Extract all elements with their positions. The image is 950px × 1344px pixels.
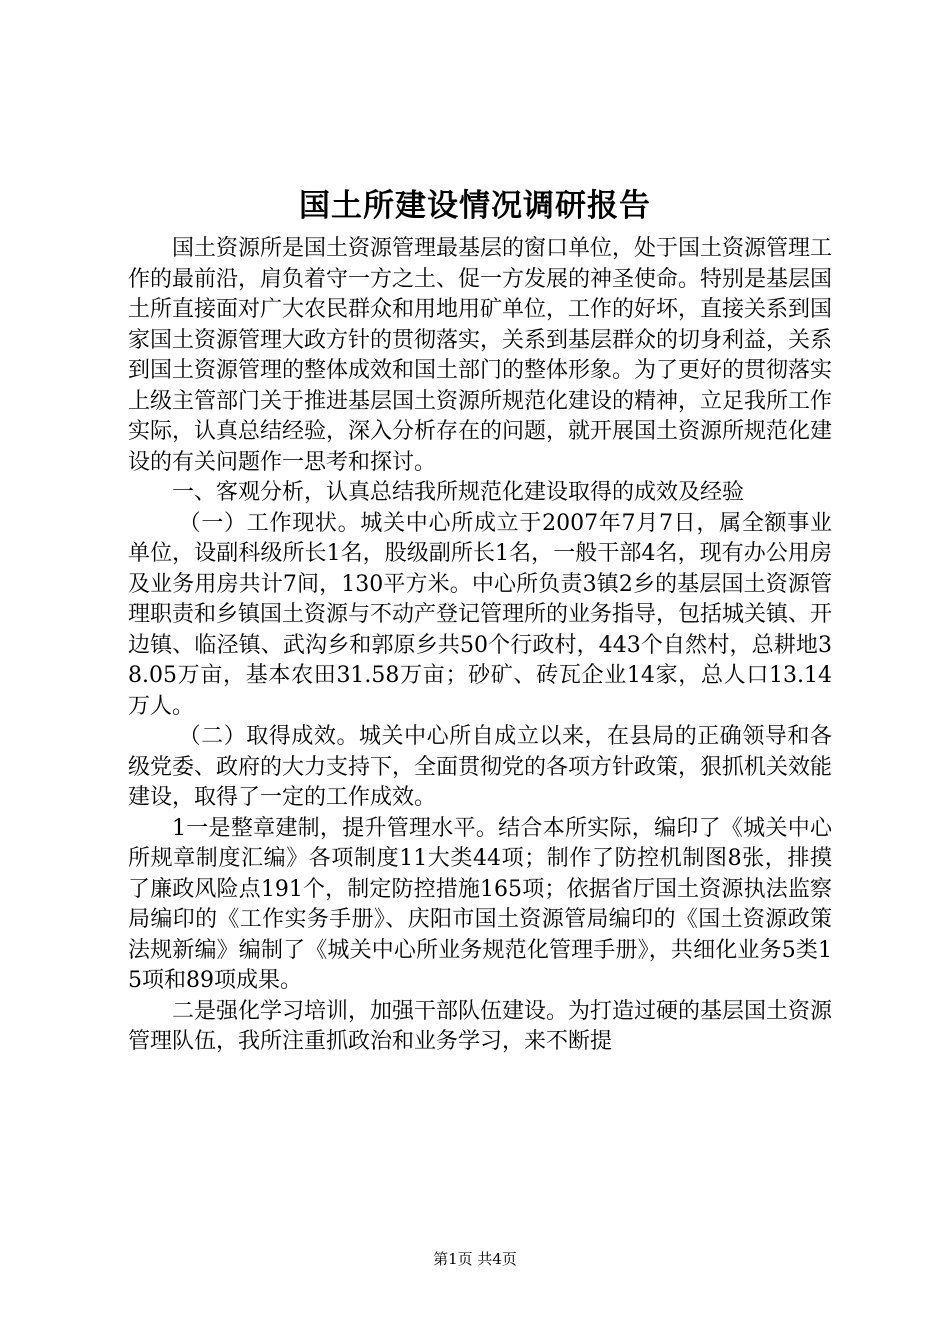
paragraph-work-status: （一）工作现状。城关中心所成立于2007年7月7日，属全额事业单位，设副科级所长1名，股级副所长1名，一般干部4名，现有办公用房及业务用房共计7间，130平方米。中心所负责3镇2乡的基层国土资源管理职责和乡镇国土资源与不动产登记管理所的业务指导，包括城关镇、开边镇、临泾镇、武沟乡和郭原乡共50个行政村，443个自然村，总耕地38.05万亩，基本农田31.58万亩；砂矿、砖瓦企业14家，总人口13.14万人。 xyxy=(128,510,833,719)
paragraph-intro: 国土资源所是国土资源管理最基层的窗口单位，处于国土资源管理工作的最前沿，肩负着守一方之土、促一方发展的神圣使命。特别是基层国土所直接面对广大农民群众和用地用矿单位，工作的好坏，直接关系到国家国土资源管理大政方针的贯彻落实，关系到基层群众的切身利益，关系到国土资源管理的整体成效和国土部门的整体形象。为了更好的贯彻落实上级主管部门关于推进基层国土资源所规范化建设的精神，立足我所工作实际，认真总结经验，深入分析存在的问题，就开展国土资源所规范化建设的有关问题作一思考和探讨。 xyxy=(128,236,833,475)
paragraph-rules-system: 1一是整章建制，提升管理水平。结合本所实际，编印了《城关中心所规章制度汇编》各项制度11大类44项；制作了防控机制图8张，排摸了廉政风险点191个，制定防控措施165项；依据省厅国土资源执法监察局编印的《工作实务手册》、庆阳市国土资源管局编印的《国土资源政策法规新编》编制了《城关中心所业务规范化管理手册》，共细化业务5类15项和89项成果。 xyxy=(128,815,832,993)
document-body xyxy=(128,234,832,1058)
paragraph-training: 二是强化学习培训，加强干部队伍建设。为打造过硬的基层国土资源管理队伍，我所注重抓政治和业务学习，来不断提 xyxy=(128,998,833,1054)
page-footer: 第1页 共4页 xyxy=(433,1250,517,1268)
document-title: 国土所建设情况调研报告 xyxy=(299,188,651,224)
heading-section-1: 一、客观分析，认真总结我所规范化建设取得的成效及经验 xyxy=(172,480,745,505)
paragraph-achievements: （二）取得成效。城关中心所自成立以来，在县局的正确领导和各级党委、政府的大力支持下，全面贯彻党的各项方针政策，狠抓机关效能建设，取得了一定的工作成效。 xyxy=(128,724,833,810)
